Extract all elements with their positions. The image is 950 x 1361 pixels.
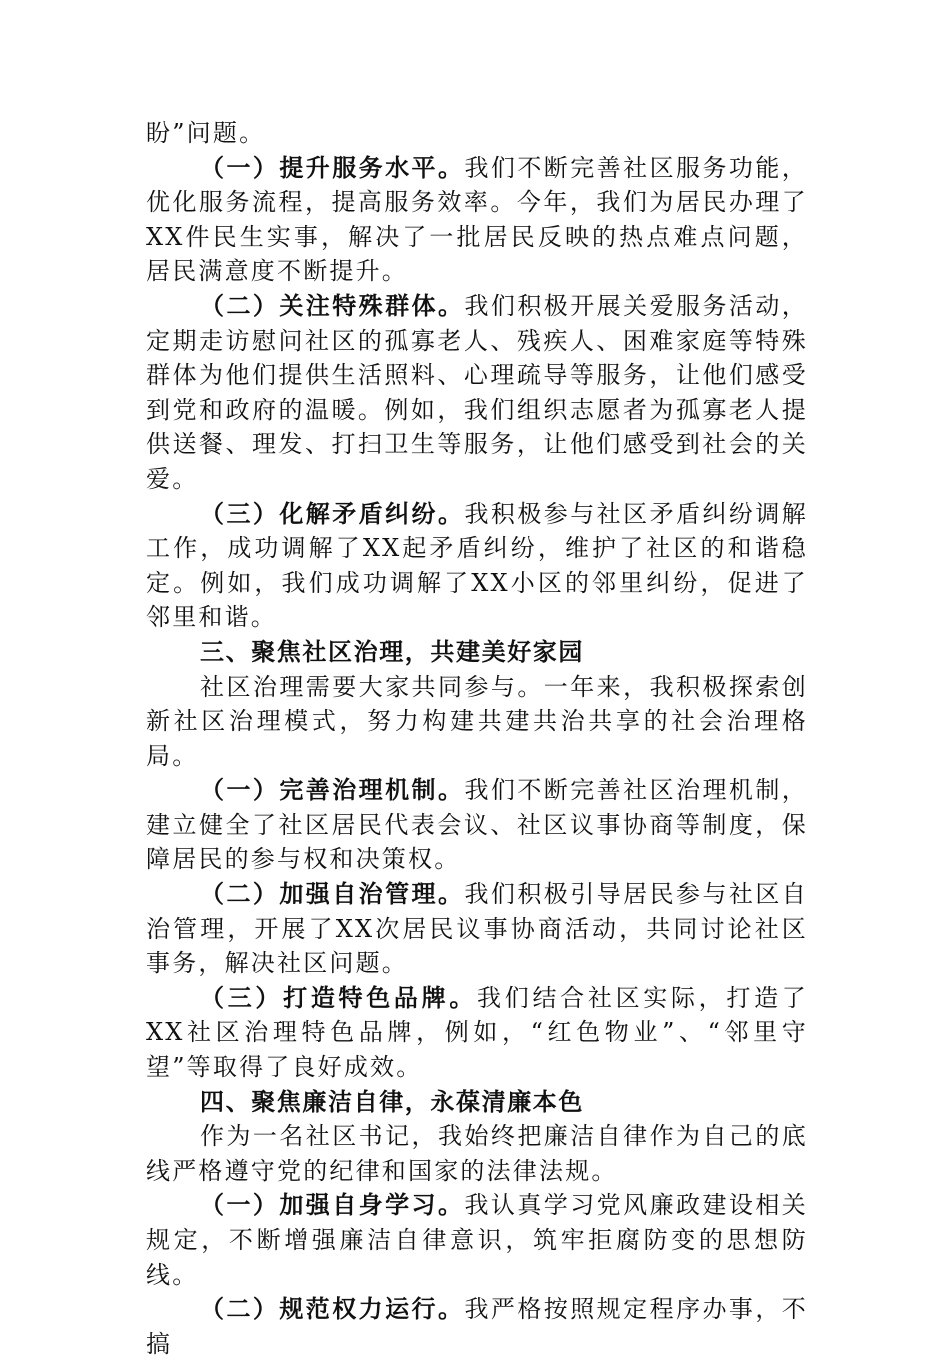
item-text: 我严格按照规定程序办事，不搞 xyxy=(146,1295,808,1358)
body-paragraph: 社区治理需要大家共同参与。一年来，我积极探索创新社区治理模式，努力构建共建共治共享的社会治理格局。 xyxy=(146,672,808,770)
paragraph-continuation: 盼”问题。 xyxy=(146,119,266,147)
list-item xyxy=(146,151,808,289)
list-item xyxy=(146,1292,808,1361)
item-lead: （二）规范权力运行。 xyxy=(200,1295,465,1324)
item-text: 我们积极开展关爱服务活动，定期走访慰问社区的孤寡老人、残疾人、困难家庭等特殊群体为他们提供生活照料、心理疏导等服务，让他们感受到党和政府的温暖。例如，我们组织志愿者为孤寡老人提供送餐、理发、打扫卫生等服务，让他们感受到社会的关爱。 xyxy=(146,291,808,493)
item-lead: （二）加强自治管理。 xyxy=(200,880,465,909)
list-item xyxy=(146,1188,808,1292)
item-text: 我积极参与社区矛盾纠纷调解工作，成功调解了XX起矛盾纠纷，维护了社区的和谐稳定。例如，我们成功调解了XX小区的邻里纠纷，促进了邻里和谐。 xyxy=(146,499,808,632)
item-text: 我们结合社区实际，打造了XX社区治理特色品牌，例如，“红色物业”、“邻里守望”等取得了良好成效。 xyxy=(146,983,808,1082)
item-lead: （三）打造特色品牌。 xyxy=(200,983,478,1012)
list-item xyxy=(146,773,808,877)
list-item xyxy=(146,289,808,497)
body-paragraph: 作为一名社区书记，我始终把廉洁自律作为自己的底线严格遵守党的纪律和国家的法律法规。 xyxy=(146,1122,808,1185)
item-lead: （一）提升服务水平。 xyxy=(200,153,465,182)
item-lead: （一）加强自身学习。 xyxy=(200,1191,465,1220)
item-text: 我们不断完善社区服务功能，优化服务流程，提高服务效率。今年，我们为居民办理了XX件民生实事，解决了一批居民反映的热点难点问题，居民满意度不断提升。 xyxy=(146,153,808,286)
item-lead: （二）关注特殊群体。 xyxy=(200,291,465,320)
item-lead: （三）化解矛盾纠纷。 xyxy=(200,499,465,528)
item-lead: （一）完善治理机制。 xyxy=(200,776,465,805)
section-heading: 四、聚焦廉洁自律，永葆清廉本色 xyxy=(200,1087,584,1116)
section-heading: 三、聚焦社区治理，共建美好家园 xyxy=(200,637,584,666)
list-item xyxy=(146,877,808,981)
list-item xyxy=(146,497,808,635)
list-item xyxy=(146,981,808,1085)
item-text: 我们不断完善社区治理机制，建立健全了社区居民代表会议、社区议事协商等制度，保障居民的参与权和决策权。 xyxy=(146,776,808,874)
item-text: 我认真学习党风廉政建设相关规定，不断增强廉洁自律意识，筑牢拒腐防变的思想防线。 xyxy=(146,1191,808,1289)
document-page xyxy=(146,116,808,1361)
item-text: 我们积极引导居民参与社区自治管理，开展了XX次居民议事协商活动，共同讨论社区事务，解决社区问题。 xyxy=(146,880,808,978)
